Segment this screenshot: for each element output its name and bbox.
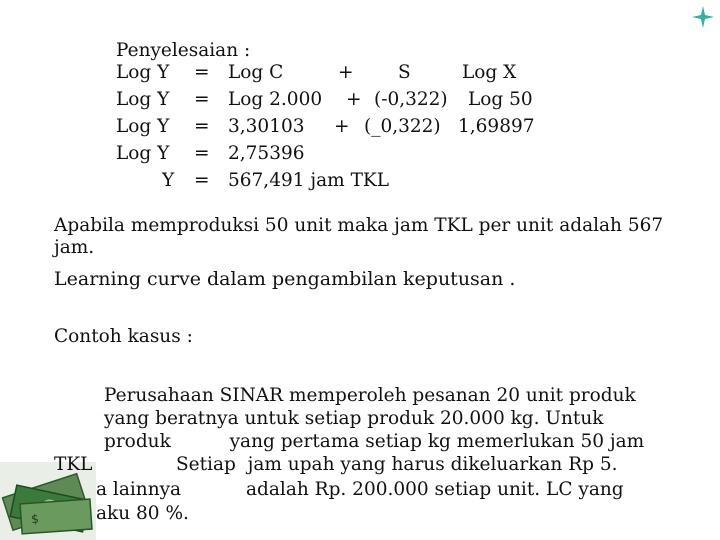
eq-term-1: Log 2.000 <box>228 89 323 110</box>
eq-equals: = <box>194 170 210 191</box>
case-fragment-tkl: TKL <box>54 454 93 475</box>
eq-operator: + <box>334 116 350 137</box>
sparkle-icon <box>692 6 714 28</box>
solution-heading: Penyelesaian : <box>116 40 251 61</box>
eq-term-3: Log 50 <box>468 89 533 110</box>
case-line: produk yang pertama setiap kg memerlukan 50 jam <box>104 431 645 452</box>
eq-equals: = <box>194 89 210 110</box>
eq-term-3: Log X <box>462 62 517 83</box>
eq-term-2: (-0,322) <box>374 89 448 110</box>
eq-operator: + <box>338 62 354 83</box>
eq-term-2: S <box>398 62 411 83</box>
eq-term-1: 2,75396 <box>228 143 305 164</box>
eq-lhs: Log Y <box>116 143 170 164</box>
eq-lhs: Log Y <box>116 89 170 110</box>
case-line: Perusahaan SINAR memperoleh pesanan 20 unit produk <box>104 385 636 406</box>
eq-equals: = <box>194 62 210 83</box>
eq-term-3: 1,69897 <box>458 116 535 137</box>
eq-term-2: (_0,322) <box>364 116 441 137</box>
case-line: adalah Rp. 200.000 setiap unit. LC yang <box>246 479 624 500</box>
eq-term-1: Log C <box>228 62 284 83</box>
svg-text:$: $ <box>30 511 40 527</box>
case-line: yang beratnya untuk setiap produk 20.000 kg. Untuk <box>104 408 604 429</box>
eq-operator: + <box>346 89 362 110</box>
eq-equals: = <box>194 116 210 137</box>
eq-lhs: Log Y <box>116 62 170 83</box>
conclusion-text: Apabila memproduksi 50 unit maka jam TKL per unit adalah 567 jam. <box>54 215 664 258</box>
eq-lhs: Y <box>162 170 175 191</box>
eq-lhs: Log Y <box>116 116 170 137</box>
case-fragment-laku: aku 80 %. <box>96 503 189 524</box>
eq-equals: = <box>194 143 210 164</box>
case-line: Setiap jam upah yang harus dikeluarkan Rp 5. <box>176 454 618 475</box>
section-title: Learning curve dalam pengambilan keputusan . <box>54 268 516 290</box>
case-label: Contoh kasus : <box>54 326 193 347</box>
eq-term-1: 3,30103 <box>228 116 305 137</box>
case-fragment-lainnya: a lainnya <box>96 479 182 500</box>
eq-term-1: 567,491 jam TKL <box>228 170 390 191</box>
